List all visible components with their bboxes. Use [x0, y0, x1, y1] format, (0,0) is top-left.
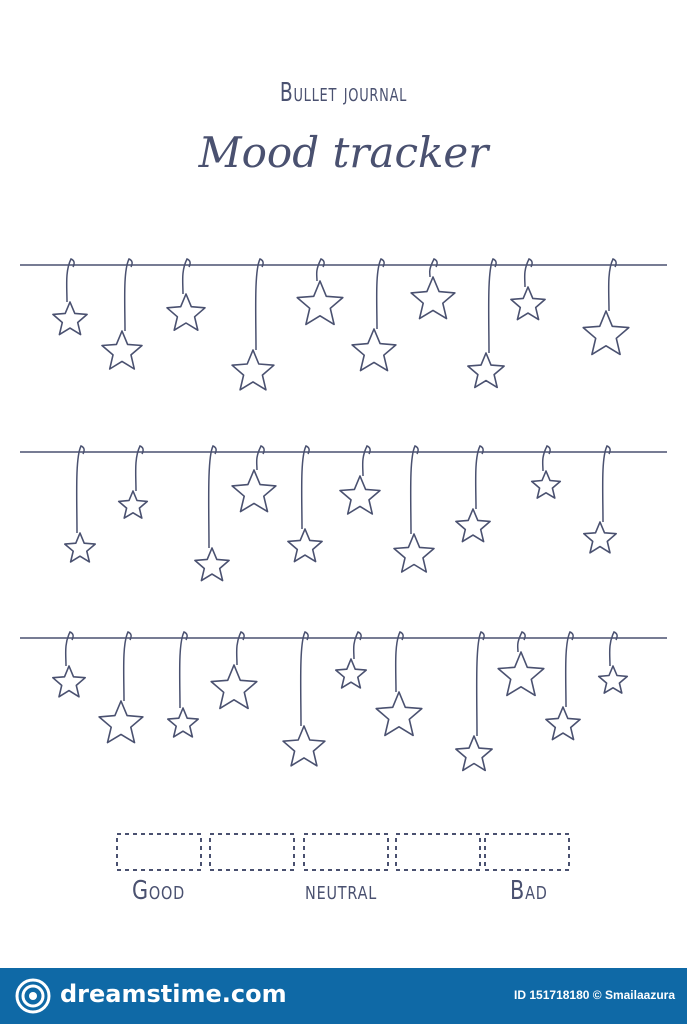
star-string [411, 446, 418, 534]
hanging-star-icon [283, 726, 325, 766]
hanging-star-icon [352, 329, 396, 371]
title-mood-tracker: Mood tracker [198, 128, 489, 177]
hanging-star-icon [65, 533, 95, 562]
legend-neutral-label: neutral [305, 876, 378, 906]
star-string [354, 632, 361, 659]
hanging-star-icon [599, 666, 628, 693]
star-string [257, 446, 264, 470]
star-string [566, 632, 573, 707]
hanging-star-icon [468, 353, 504, 387]
mood-color-box-1 [117, 834, 201, 870]
hanging-star-icon [195, 548, 229, 581]
star-string [256, 259, 263, 350]
star-string [525, 259, 532, 287]
hanging-star-icon [376, 692, 422, 735]
star-string [125, 259, 132, 331]
hanging-star-icon [532, 471, 561, 498]
image-credit: ID 151718180 © Smailaazura [514, 988, 675, 1002]
mood-color-box-5 [485, 834, 569, 870]
dreamstime-logo-icon [14, 977, 52, 1015]
mood-color-box-4 [396, 834, 480, 870]
hanging-star-icon [411, 277, 455, 319]
star-string [77, 446, 84, 533]
hanging-star-icon [456, 509, 490, 542]
hanging-star-icon [211, 665, 257, 708]
star-string [489, 259, 496, 353]
star-string [377, 259, 384, 329]
hanging-star-icon [53, 302, 87, 335]
dreamstime-logo-text: dreamstime.com [60, 980, 287, 1008]
hanging-star-icon [336, 659, 366, 688]
hanging-star-icon [456, 736, 492, 770]
hanging-star-icon [583, 311, 629, 354]
star-string [66, 632, 73, 666]
star-string [301, 632, 308, 726]
mood-color-box-3 [304, 834, 388, 870]
hanging-star-icon [288, 529, 322, 562]
star-string [302, 446, 309, 529]
star-string [209, 446, 216, 548]
hanging-star-icon [297, 281, 343, 324]
subtitle-bullet-journal: Bullet journal [279, 78, 408, 108]
star-string [396, 632, 403, 692]
legend-good-label: Good [132, 876, 186, 906]
hanging-star-icon [99, 701, 143, 743]
hanging-star-icon [53, 666, 85, 697]
footer-bar [0, 968, 687, 1024]
star-string [543, 446, 550, 471]
hanging-star-icon [546, 707, 580, 740]
star-string [237, 632, 244, 665]
hanging-star-icon [584, 522, 616, 553]
star-string [317, 259, 324, 281]
hanging-star-icon [498, 652, 544, 695]
hanging-star-icon [119, 491, 148, 518]
hanging-star-icon [167, 294, 205, 330]
hanging-star-icon [394, 534, 434, 572]
star-string [124, 632, 131, 701]
star-string [430, 259, 437, 277]
star-string [477, 632, 484, 736]
hanging-star-icon [232, 470, 276, 512]
hanging-star-icon [168, 708, 198, 737]
hanging-star-icon [232, 350, 274, 390]
hanging-star-icon [511, 287, 545, 320]
star-string [609, 259, 616, 311]
star-string [610, 632, 617, 666]
star-string [363, 446, 370, 476]
legend-bad-label: Bad [510, 876, 548, 906]
star-string [476, 446, 483, 509]
hanging-star-icon [102, 331, 142, 369]
star-string [603, 446, 610, 522]
star-string [180, 632, 187, 708]
mood-color-box-2 [210, 834, 294, 870]
star-string [518, 632, 525, 652]
hanging-star-icon [340, 476, 380, 514]
